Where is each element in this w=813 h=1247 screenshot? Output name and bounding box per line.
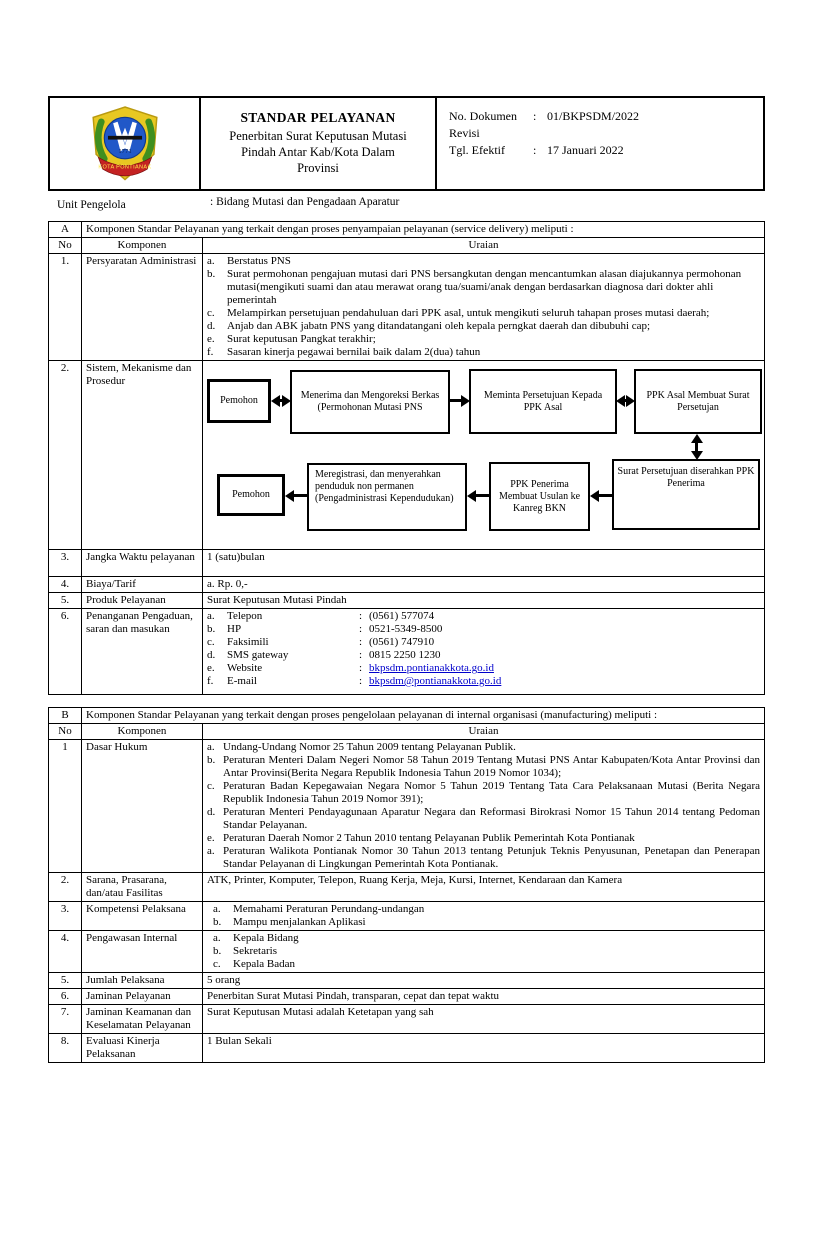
fax-value: (0561) 747910 [369,636,435,648]
komponen-cell: Jumlah Pelaksana [82,973,203,989]
uraian-cell-flowchart [203,361,765,550]
unit-pengelola-value: : Bidang Mutasi dan Pengadaan Aparatur [210,196,400,208]
col-komponen: Komponen [82,238,203,254]
list-item: b. Mampu menjalankan Aplikasi [213,916,366,928]
table-row-produk: 5. Produk Pelayanan Surat Keputusan Mutasi Pindah [49,593,765,609]
double-arrow-icon [279,399,283,402]
section-b-table [48,707,765,1063]
col-no: No [49,724,82,740]
table-row-jaminan-keamanan: 7. Jaminan Keamanan dan Keselamatan Pelayanan Surat Keputusan Mutasi adalah Ketetapan yang sah [49,1005,765,1034]
section-b-heading-row [49,708,765,724]
section-a-heading-row [49,222,765,238]
contact-line: b. HP : 0521-5349-8500 [207,623,443,635]
list-item: b. Sekretaris [213,945,277,957]
uraian-cell [203,609,765,695]
col-no: No [49,238,82,254]
uraian-cell: 5 orang [203,973,765,989]
komponen-cell: Jaminan Keamanan dan Keselamatan Pelayanan [82,1005,203,1034]
list-item: a. Undang-Undang Nomor 25 Tahun 2009 tentang Pelayanan Publik. [207,741,516,753]
list-item: b. Surat permohonan pengajuan mutasi dari PNS bersangkutan dengan mencantumkan alasan diajukannya permohonan mutasi(mengikuti suami dan atau merawat orang tua/suami/anak dengan berdasarkan diagnosa dari dokter ahli pemerintah [207,268,742,306]
table-row-sarana: 2. Sarana, Prasarana, dan/atau Fasilitas ATK, Printer, Komputer, Telepon, Ruang Kerja, Meja, Kursi, Internet, Kendaraan dan Kamera [49,873,765,902]
list-item: a. Kepala Bidang [213,932,299,944]
section-b-heading: Komponen Standar Pelayanan yang terkait dengan proses pengelolaan pelayanan di internal organisasi (manufacturing) meliputi : [82,708,765,724]
komponen-cell: Sarana, Prasarana, dan/atau Fasilitas [82,873,203,902]
flow-box-pemohon-1: Pemohon [207,379,271,423]
uraian-cell [203,931,765,973]
right-arrow-icon [450,399,462,402]
flow-box-ppk-asal: PPK Asal Membuat Surat Persetujan [634,369,762,434]
table-row-evaluasi: 8. Evaluasi Kinerja Pelaksanan 1 Bulan Sekali [49,1034,765,1063]
header-doc-info [437,98,763,189]
table-row-jaminan-pelayanan: 6. Jaminan Pelayanan Penerbitan Surat Mutasi Pindah, transparan, cepat dan tepat waktu [49,989,765,1005]
table-row-dasar-hukum: 1 Dasar Hukum a. Undang-Undang Nomor 25 Tahun 2009 tentang Pelayanan Publik. b. Peraturan Menteri Dalam Negeri Nomor 58 Tahun 2019 Tentang Mutasi PNS Antar Kabupaten/Kota Antar Provinsi dan Antar Provinsi(Berita Negara Republik Indonesia Tahun 2019 Nomor 1034); c. Peraturan Badan Kepegawaian Negara Nomor 5 Tahun 2019 Tentang Tata Cara Pelaksanaan Mutasi (Berita Negara Republik Indonesia Tahun 2019 Nomor 391); d. Peraturan Menteri Pendayagunaan Aparatur Negara dan Reformasi Birokrasi Nomor 15 Tahun 2014 tentang Pedoman Standar Pelayanan. e. Peraturan Daerah Nomor 2 Tahun 2010 tentang Pelayanan Publik Pemerintah Kota Pontianak a. Peraturan Walikota Pontianak Nomor 30 Tahun 2013 tentang Petunjuk Teknis Penyusunan, Penetapan dan Penerapan Standar Pelayanan di Lingkungan Pemerintah Kota Pontianak. [49,740,765,873]
section-b-code: B [49,708,82,724]
section-b-columns-row [49,724,765,740]
list-item: f. Sasaran kinerja pegawai bernilai baik dalam 2(dua) tahun [207,346,481,358]
uraian-cell: 1 Bulan Sekali [203,1034,765,1063]
unit-pengelola-label: Unit Pengelola [57,199,126,211]
komponen-cell: Evaluasi Kinerja Pelaksanan [82,1034,203,1063]
revisi-label: Revisi [449,126,480,140]
doc-number-line: No. Dokumen : 01/BKPSDM/2022 [449,109,640,123]
document-title: STANDAR PELAYANAN [240,110,396,125]
list-item: e. Peraturan Daerah Nomor 2 Tahun 2010 tentang Pelayanan Publik Pemerintah Kota Pontianak [207,832,635,844]
list-item: a. Memahami Peraturan Perundang-undangan [213,903,425,915]
flow-box-ppk-penerima: PPK Penerima Membuat Usulan ke Kanreg BKN [489,462,590,531]
left-arrow-icon [475,494,489,497]
section-a-table [48,221,765,695]
flow-box-meregistrasi: Meregistrasi, dan menyerahkan penduduk non permanen (Pengadministrasi Kependudukan) [307,463,467,531]
uraian-cell: ATK, Printer, Komputer, Telepon, Ruang Kerja, Meja, Kursi, Internet, Kendaraan dan Kamera [203,873,765,902]
list-item: d. Peraturan Menteri Pendayagunaan Aparatur Negara dan Reformasi Birokrasi Nomor 15 Tahun 2014 tentang Pedoman Standar Pelayanan. [207,806,760,831]
list-item: d. Anjab dan ABK jabatn PNS yang ditandatangani oleh kepala perngkat daerah dan dibubuhi cap; [207,320,651,332]
procedure-flowchart [203,361,764,549]
contact-line: f. E-mail : bkpsdm@pontianakkota.go.id [207,675,502,687]
contact-line: e. Website : bkpsdm.pontianakkota.go.id [207,662,494,674]
col-uraian: Uraian [203,724,765,740]
uraian-cell [203,254,765,361]
col-komponen: Komponen [82,724,203,740]
section-a-heading: Komponen Standar Pelayanan yang terkait dengan proses penyampaian pelayanan (service delivery) meliputi : [82,222,765,238]
section-a-columns-row [49,238,765,254]
list-item: c. Kepala Badan [213,958,295,970]
section-a-code: A [49,222,82,238]
col-uraian: Uraian [203,238,765,254]
komponen-cell: Jangka Waktu pelayanan [82,550,203,577]
list-item: e. Surat keputusan Pangkat terakhir; [207,333,376,345]
logo-cell [50,98,201,189]
hp-value: 0521-5349-8500 [369,623,443,635]
list-item: c. Peraturan Badan Kepegawaian Negara Nomor 5 Tahun 2019 Tentang Tata Cara Pelaksanaan Mutasi (Berita Negara Republik Indonesia Tahun 2019 Nomor 391); [207,780,760,805]
list-item: a. Peraturan Walikota Pontianak Nomor 30 Tahun 2013 tentang Petunjuk Teknis Penyusunan, Penetapan dan Penerapan Standar Pelayanan di Lingkungan Pemerintah Kota Pontianak. [207,845,760,870]
komponen-cell: Jaminan Pelayanan [82,989,203,1005]
uraian-cell: a. Rp. 0,- [203,577,765,593]
flow-box-menerima-berkas: Menerima dan Mengoreksi Berkas (Permohonan Mutasi PNS [290,370,450,434]
contact-line: c. Faksimili : (0561) 747910 [207,636,435,648]
uraian-cell: Penerbitan Surat Mutasi Pindah, transparan, cepat dan tepat waktu [203,989,765,1005]
komponen-cell: Sistem, Mekanisme dan Prosedur [82,361,203,550]
list-item: b. Peraturan Menteri Dalam Negeri Nomor 58 Tahun 2019 Tentang Mutasi PNS Antar Kabupaten/Kota Antar Provinsi dan Antar Provinsi(Berita Negara Republik Indonesia Tahun 2019 Nomor 1034); [207,754,760,779]
logo-banner-text: KOTA PONTIANAK [97,163,152,170]
doc-number-value: 01/BKPSDM/2022 [547,109,640,123]
kota-pontianak-logo-icon [88,105,162,183]
table-row-jangka-waktu: 3. Jangka Waktu pelayanan 1 (satu)bulan [49,550,765,577]
vertical-double-arrow-icon [695,442,698,452]
revisi-line [449,125,763,142]
svg-text:1771: 1771 [117,147,132,155]
table-row-biaya: 4. Biaya/Tarif a. Rp. 0,- [49,577,765,593]
effective-date-label: Tgl. Efektif [449,143,505,157]
table-row-pengaduan: 6. Penanganan Pengaduan, saran dan masukan a. Telepon : (0561) 577074 b. HP : 0521-5349-8500 c. Faksimili : (0561) 747910 d. SMS gateway : 0815 2250 1230 e. Website : bkpsdm.pontianakkota.go.id f. E-mail : bkpsdm@pontianakkota.go.id [49,609,765,695]
contact-line: d. SMS gateway : 0815 2250 1230 [207,649,441,661]
table-row-persyaratan: 1. Persyaratan Administrasi a. Berstatus PNS b. Surat permohonan pengajuan mutasi dari PNS bersangkutan dengan mencantumkan alasan diajukannya permohonan mutasi(mengikuti suami dan atau merawat orang tua/suami/anak dengan berdasarkan diagnosa dari dokter ahli pemerintah c. Melampirkan persetujuan pendahuluan dari PPK asal, untuk mengikuti seluruh tahapan proses mutasi daerah; d. Anjab dan ABK jabatn PNS yang ditandatangani oleh kepala perngkat daerah dan dibubuhi cap; e. Surat keputusan Pangkat terakhir; f. Sasaran kinerja pegawai bernilai baik dalam 2(dua) tahun [49,254,765,361]
email-link[interactable]: bkpsdm@pontianakkota.go.id [369,675,502,687]
list-item: c. Melampirkan persetujuan pendahuluan dari PPK asal, untuk mengikuti seluruh tahapan proses mutasi daerah; [207,307,710,319]
effective-date-value: 17 Januari 2022 [547,143,624,157]
double-arrow-icon [624,399,627,402]
flow-box-pemohon-2: Pemohon [217,474,285,516]
komponen-cell: Dasar Hukum [82,740,203,873]
uraian-cell [203,740,765,873]
table-row-kompetensi: 3. Kompetensi Pelaksana a. Memahami Peraturan Perundang-undangan b. Mampu menjalankan Aplikasi [49,902,765,931]
unit-pengelola-line [48,196,765,211]
table-row-pengawasan: 4. Pengawasan Internal a. Kepala Bidang b. Sekretaris c. Kepala Badan [49,931,765,973]
website-link[interactable]: bkpsdm.pontianakkota.go.id [369,662,494,674]
uraian-cell: Surat Keputusan Mutasi Pindah [203,593,765,609]
table-row-prosedur: 2. Sistem, Mekanisme dan Prosedur Pemohon Menerima dan Mengoreksi Berkas (Permohonan Mutasi PNS Meminta Persetujuan Kepada PPK Asal PPK Asal Membuat Surat Persetujan Surat Persetujuan diserahkan PPK Penerima PPK Penerima Membuat Usulan ke Kanreg BKN Meregistrasi, dan menyerahkan penduduk non permanen (Pengadministrasi Kependudukan) Pemohon [49,361,765,550]
list-item: a. Berstatus PNS [207,255,291,267]
table-row-jumlah: 5. Jumlah Pelaksana 5 orang [49,973,765,989]
flow-box-meminta-persetujuan: Meminta Persetujuan Kepada PPK Asal [469,369,617,434]
flow-box-surat-persetujuan: Surat Persetujuan diserahkan PPK Penerima [612,459,760,530]
sms-gateway-value: 0815 2250 1230 [369,649,441,661]
komponen-cell: Biaya/Tarif [82,577,203,593]
komponen-cell: Persyaratan Administrasi [82,254,203,361]
komponen-cell: Pengawasan Internal [82,931,203,973]
document-header [48,96,765,191]
komponen-cell: Produk Pelayanan [82,593,203,609]
contact-line: a. Telepon : (0561) 577074 [207,610,435,622]
effective-date-line: Tgl. Efektif : 17 Januari 2022 [449,143,624,157]
phone-value: (0561) 577074 [369,610,435,622]
komponen-cell: Kompetensi Pelaksana [82,902,203,931]
uraian-cell [203,902,765,931]
uraian-cell: 1 (satu)bulan [203,550,765,577]
doc-number-label: No. Dokumen [449,109,517,123]
document-subtitle: Penerbitan Surat Keputusan Mutasi Pindah Antar Kab/Kota Dalam Provinsi [229,129,407,175]
komponen-cell: Penanganan Pengaduan, saran dan masukan [82,609,203,695]
left-arrow-icon [293,494,307,497]
header-title-cell [201,98,437,189]
uraian-cell: Surat Keputusan Mutasi adalah Ketetapan yang sah [203,1005,765,1034]
left-arrow-icon [598,494,612,497]
